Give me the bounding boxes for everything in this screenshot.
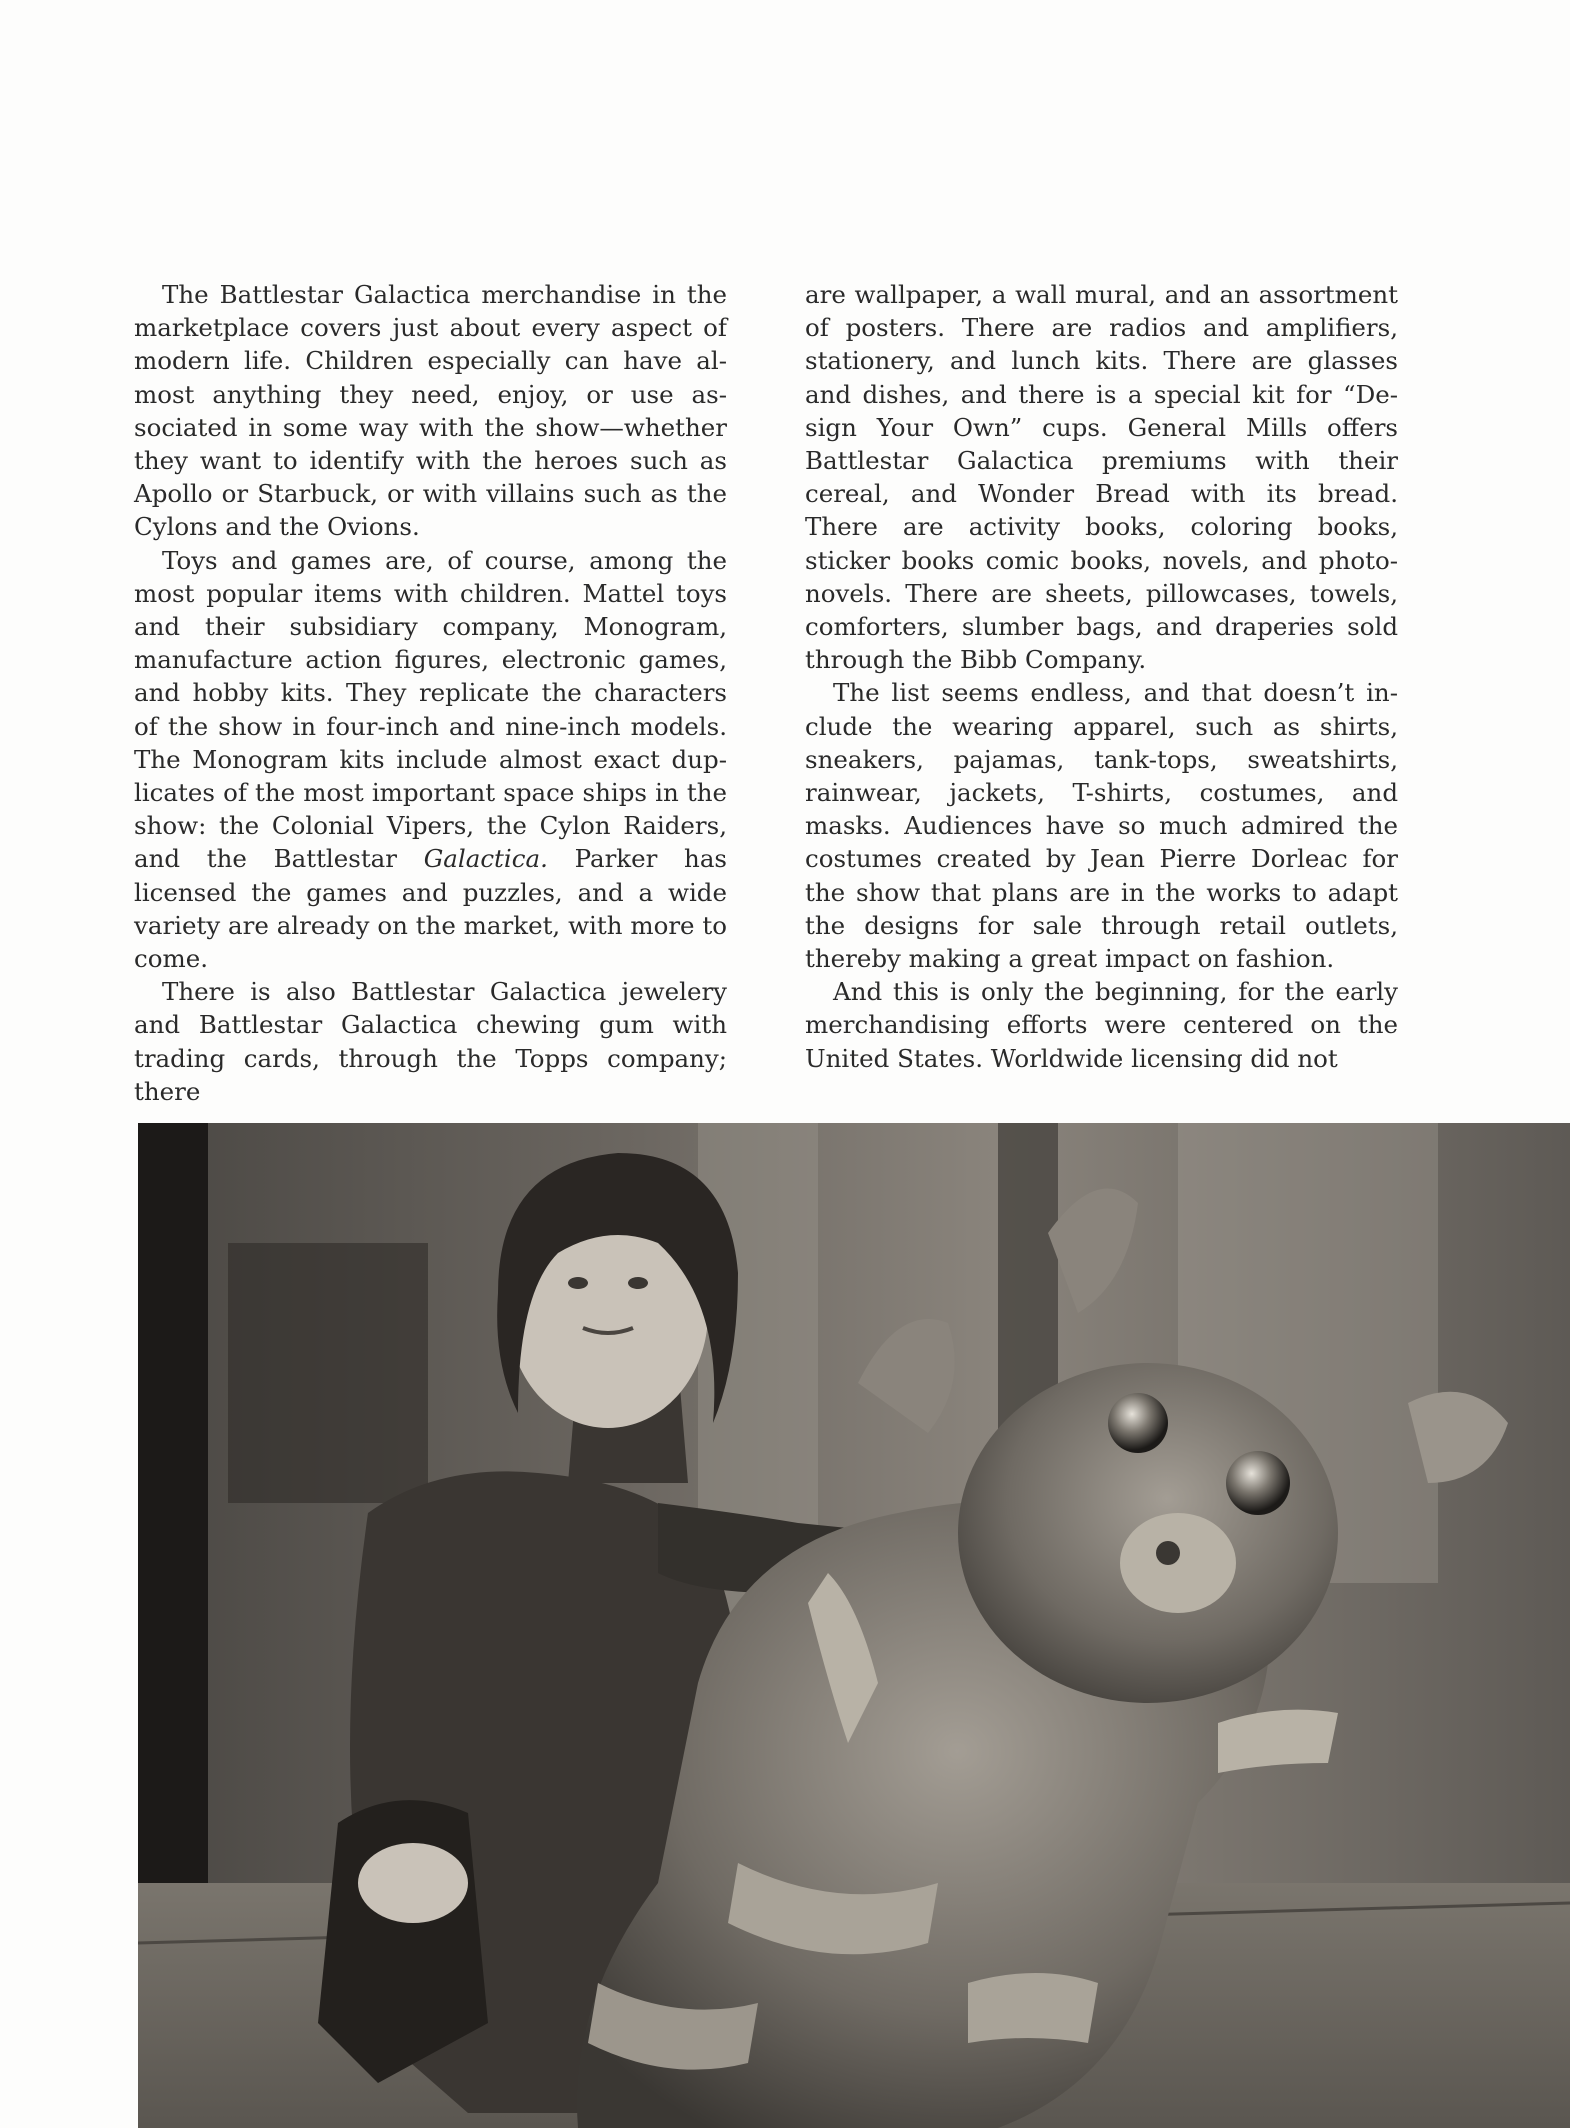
paragraph-toys-and-games — [134, 544, 727, 976]
child-eye-left — [568, 1277, 588, 1289]
creature-eye-right — [1226, 1451, 1290, 1515]
right-text-column — [805, 278, 1398, 1075]
paragraph-wallpaper-list: are wallpaper, a wall mural, and an assortment of posters. There are radios and amplifiers, stationery, and lunch kits. There are glasses and dishes, and there is a special kit for “Design Your Own” cups. General Mills offers Battlestar Galactica premiums with their cereal, and Wonder Bread with its bread. There are activity books, coloring books, sticker books comic books, novels, and photo-novels. There are sheets, pillowcases, towels, comforters, slumber bags, and draperies sold through the Bibb Company. — [805, 280, 1398, 675]
console-left — [228, 1243, 428, 1503]
paragraph-jewelery: There is also Battlestar Galactica jewelery and Battlestar Galactica chewing gum with trading cards, through the Topps company; there — [134, 977, 727, 1106]
creature-eye-upper — [1108, 1393, 1168, 1453]
paragraph-apparel: The list seems endless, and that doesn’t include the wearing apparel, such as shirts, sneakers, pajamas, tank-tops, sweatshirts, rainwear, jackets, T-shirts, costumes, and masks. Audiences have so much admired the costumes created by Jean Pierre Dorleac for the show that plans are in the works to adapt the designs for sale through retail outlets, thereby making a great impact on fashion. — [805, 678, 1398, 974]
photo-illustration — [138, 1123, 1570, 2128]
creature-face-plate — [1120, 1513, 1236, 1613]
photo-child-with-creature — [138, 1123, 1570, 2128]
child-hand-on-knee — [358, 1843, 468, 1923]
child-eye-right — [628, 1277, 648, 1289]
paragraph-merchandise-intro: The Battlestar Galactica merchandise in the marketplace covers just about every aspect of modern life. Children especially can have almost anything they need, enjoy, or use associated in some way with the show—whether they want to identify with the heroes such as Apollo or Starbuck, or with villains such as the Cylons and the Ovions. — [134, 280, 727, 542]
creature-mouth-vent — [1156, 1541, 1180, 1565]
left-text-column — [134, 278, 727, 1108]
paragraph-toys-text: Toys and games are, of course, among the most popular items with children. Mattel toys and their subsidiary company, Monogram, manufacture action figures, electronic games, and hobby kits. They replicate the characters of the show in four-inch and nine-inch models. The Monogram kits include almost exact duplicates of the most important space ships in the show: the Colonial Vipers, the Cylon Raiders, and the Battlestar — [134, 545, 727, 874]
ship-name-italic: Galactica. — [423, 844, 548, 874]
paragraph-beginning: And this is only the beginning, for the early merchandising efforts were centered on the United States. Worldwide licensing did not — [805, 977, 1398, 1073]
paragraph-toys-text-after: Parker has licensed the games and puzzles, and a wide variety are already on the market, with more to come. — [134, 844, 728, 974]
creature-leg-band — [968, 1973, 1098, 2043]
